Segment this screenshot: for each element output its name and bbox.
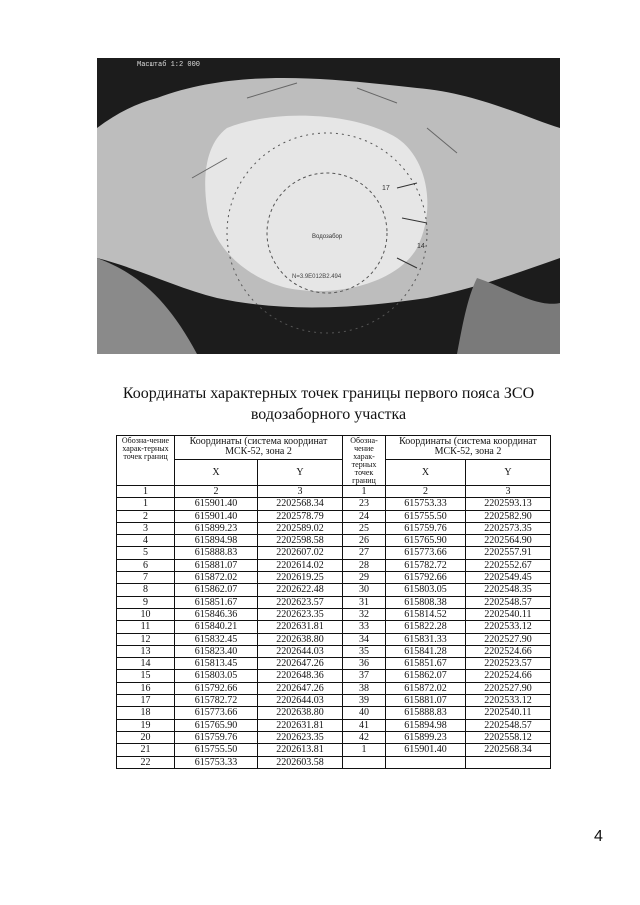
table-row [117,645,551,657]
table-cell: 2202527.90 [466,633,551,645]
table-cell: 35 [343,645,386,657]
table-cell: 22 [117,756,175,768]
table-cell: 615765.90 [175,719,258,731]
table-cell: 2202578.79 [258,510,343,522]
table-cell: 2202598.58 [258,535,343,547]
table-cell: 2202589.02 [258,522,343,534]
table-cell: 25 [343,522,386,534]
table-row [117,731,551,743]
table-cell: 5 [117,547,175,559]
svg-text:Водозабор: Водозабор [312,234,343,240]
table-cell: 32 [343,608,386,620]
table-cell [466,756,551,768]
table-cell: 30 [343,584,386,596]
table-cell: 615782.72 [175,695,258,707]
table-row [117,633,551,645]
table-row [117,670,551,682]
header-point-id-right: Обозна-чение харак-терных точек границ [343,436,386,486]
table-cell: 615901.40 [386,744,466,756]
table-cell: 2202540.11 [466,608,551,620]
table-cell: 615822.28 [386,621,466,633]
table-cell: 2202648.36 [258,670,343,682]
table-cell: 40 [343,707,386,719]
table-cell: 2202573.35 [466,522,551,534]
table-cell: 615894.98 [386,719,466,731]
table-cell: 615901.40 [175,498,258,510]
table-cell: 7 [117,572,175,584]
table-cell: 8 [117,584,175,596]
header-x-left: X [175,459,258,485]
index-cell: 1 [343,486,386,498]
table-cell: 2202638.80 [258,633,343,645]
table-cell: 615901.40 [175,510,258,522]
table-cell: 2202533.12 [466,621,551,633]
table-cell: 2202582.90 [466,510,551,522]
table-row [117,572,551,584]
table-cell: 1 [117,498,175,510]
table-cell: 2202623.35 [258,608,343,620]
table-cell: 36 [343,658,386,670]
table-cell: 2202558.12 [466,731,551,743]
table-cell: 17 [117,695,175,707]
table-cell: 615840.21 [175,621,258,633]
photo-overlay-label: Масштаб 1:2 000 [137,61,201,69]
table-cell: 2202638.80 [258,707,343,719]
table-cell: 2202524.66 [466,645,551,657]
table-cell: 12 [117,633,175,645]
table-row [117,682,551,694]
header-y-right: Y [466,459,551,485]
table-cell: 615851.67 [386,658,466,670]
table-cell: 615851.67 [175,596,258,608]
header-coords-right: Координаты (система координат МСК-52, зона 2 [386,436,551,460]
site-plan-photo [97,58,560,354]
table-body [117,498,551,769]
header-y-left: Y [258,459,343,485]
index-cell: 2 [386,486,466,498]
table-cell: 615823.40 [175,645,258,657]
table-row [117,596,551,608]
table-cell: 615759.76 [175,731,258,743]
table-cell: 2202593.13 [466,498,551,510]
table-cell: 29 [343,572,386,584]
table-cell: 38 [343,682,386,694]
table-cell: 26 [343,535,386,547]
table-cell: 615841.28 [386,645,466,657]
table-cell: 2202564.90 [466,535,551,547]
table-cell: 615765.90 [386,535,466,547]
index-cell: 2 [175,486,258,498]
table-cell: 39 [343,695,386,707]
table-cell: 2202568.34 [258,498,343,510]
table-cell: 615755.50 [386,510,466,522]
table-cell: 37 [343,670,386,682]
table-cell: 615899.23 [386,731,466,743]
table-cell: 2202549.45 [466,572,551,584]
table-row [117,559,551,571]
table-cell: 615753.33 [386,498,466,510]
table-row [117,744,551,756]
table-row [117,707,551,719]
table-cell [343,756,386,768]
table-cell: 2202644.03 [258,695,343,707]
table-cell: 2202631.81 [258,719,343,731]
table-cell: 615755.50 [175,744,258,756]
table-cell: 15 [117,670,175,682]
table-cell: 2202607.02 [258,547,343,559]
table-cell: 615831.33 [386,633,466,645]
table-cell: 615832.45 [175,633,258,645]
index-cell: 3 [258,486,343,498]
table-cell: 4 [117,535,175,547]
table-cell: 615862.07 [386,670,466,682]
table-cell: 2202623.57 [258,596,343,608]
table-row [117,756,551,768]
table-cell: 615872.02 [175,572,258,584]
table-cell: 615846.36 [175,608,258,620]
table-cell: 615803.05 [386,584,466,596]
table-cell: 2202523.57 [466,658,551,670]
header-coords-left: Координаты (система координат МСК-52, зона 2 [175,436,343,460]
coordinates-table [116,435,551,769]
table-cell: 2202568.34 [466,744,551,756]
table-cell: 615773.66 [386,547,466,559]
table-cell: 615803.05 [175,670,258,682]
table-row [117,547,551,559]
table-cell: 2202540.11 [466,707,551,719]
table-cell: 2 [117,510,175,522]
table-cell: 2202647.26 [258,682,343,694]
svg-text:14: 14 [417,243,425,250]
table-cell: 615888.83 [386,707,466,719]
table-cell: 2202548.57 [466,719,551,731]
table-cell [386,756,466,768]
site-plan-image [97,58,560,354]
table-cell: 27 [343,547,386,559]
table-cell: 13 [117,645,175,657]
table-cell: 33 [343,621,386,633]
index-row [117,486,551,498]
table-cell: 2202619.25 [258,572,343,584]
table-row [117,621,551,633]
table-cell: 28 [343,559,386,571]
table-cell: 2202647.26 [258,658,343,670]
header-x-right: X [386,459,466,485]
table-cell: 42 [343,731,386,743]
table-cell: 615792.66 [386,572,466,584]
table-cell: 615894.98 [175,535,258,547]
table-row [117,584,551,596]
index-cell: 1 [117,486,175,498]
table-cell: 2202548.57 [466,596,551,608]
table-cell: 615813.45 [175,658,258,670]
table-cell: 615792.66 [175,682,258,694]
table-cell: 615888.83 [175,547,258,559]
svg-text:N=3.9E012B2.494: N=3.9E012B2.494 [292,274,342,280]
table-cell: 615862.07 [175,584,258,596]
table-cell: 31 [343,596,386,608]
table-cell: 2202603.58 [258,756,343,768]
index-cell: 3 [466,486,551,498]
table-row [117,695,551,707]
table-cell: 615881.07 [175,559,258,571]
table-cell: 34 [343,633,386,645]
table-cell: 3 [117,522,175,534]
table-cell: 2202614.02 [258,559,343,571]
table-cell: 2202623.35 [258,731,343,743]
table-cell: 21 [117,744,175,756]
table-cell: 2202613.81 [258,744,343,756]
table-cell: 24 [343,510,386,522]
table-cell: 2202552.67 [466,559,551,571]
table-row [117,535,551,547]
table-cell: 2202527.90 [466,682,551,694]
table-row [117,498,551,510]
table-cell: 2202557.91 [466,547,551,559]
table-cell: 615782.72 [386,559,466,571]
table-cell: 9 [117,596,175,608]
table-cell: 615872.02 [386,682,466,694]
table-cell: 2202548.35 [466,584,551,596]
title-line-2: водозаборного участка [250,406,407,423]
table-cell: 41 [343,719,386,731]
page-number: 4 [594,828,603,845]
table-cell: 615881.07 [386,695,466,707]
table-cell: 6 [117,559,175,571]
table-cell: 615899.23 [175,522,258,534]
table-cell: 23 [343,498,386,510]
table-title [97,383,560,425]
table-cell: 615808.38 [386,596,466,608]
table-cell: 1 [343,744,386,756]
table-cell: 14 [117,658,175,670]
table-cell: 18 [117,707,175,719]
table-cell: 2202533.12 [466,695,551,707]
table-cell: 2202631.81 [258,621,343,633]
table-row [117,658,551,670]
table-cell: 615753.33 [175,756,258,768]
table-cell: 16 [117,682,175,694]
table-row [117,510,551,522]
table-cell: 19 [117,719,175,731]
table-row [117,608,551,620]
table-cell: 2202644.03 [258,645,343,657]
table-cell: 20 [117,731,175,743]
table-cell: 2202622.48 [258,584,343,596]
table-cell: 10 [117,608,175,620]
title-line-1: Координаты характерных точек границы первого пояса ЗСО [122,385,535,402]
table-cell: 2202524.66 [466,670,551,682]
svg-text:17: 17 [382,185,390,192]
header-point-id: Обозна-чение харак-терных точек границ [117,436,175,486]
table-row [117,522,551,534]
table-cell: 615814.52 [386,608,466,620]
table-cell: 11 [117,621,175,633]
table-cell: 615759.76 [386,522,466,534]
table-row [117,719,551,731]
table-cell: 615773.66 [175,707,258,719]
